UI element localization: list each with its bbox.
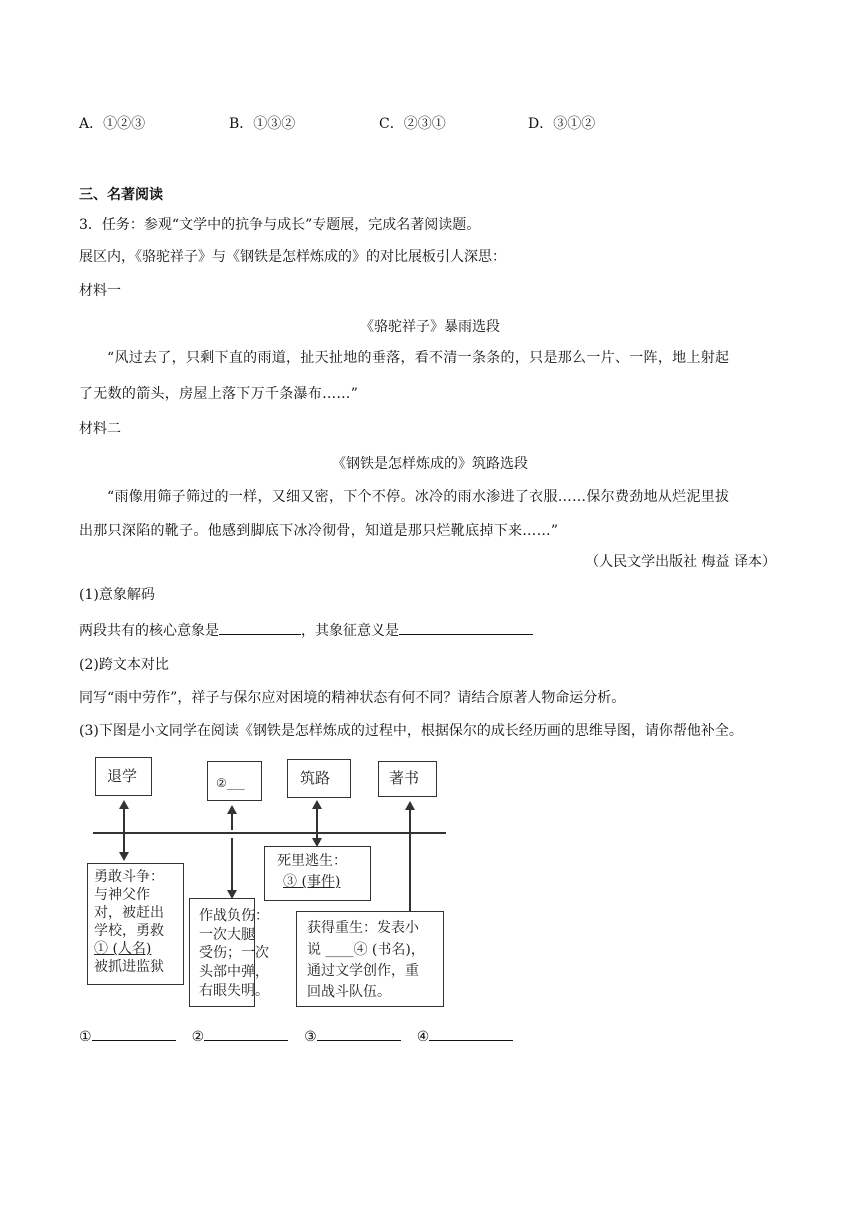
answer-4-label: ④ [416,1029,430,1045]
event-box-wounded: 作战负伤： 一次大腿 受伤；一次 头部中弹， 右眼失明。 [189,898,255,1007]
answer-line [79,1025,513,1045]
answer-1-blank[interactable] [92,1025,176,1041]
answer-2-label: ② [191,1029,205,1045]
answer-2-blank[interactable] [204,1025,288,1041]
connector-4 [409,806,411,911]
material2-line2: 出那只深陷的靴子。他感到脚底下冰冷彻骨，知道是那只烂靴底掉下来……” [79,523,559,539]
intro-text: 展区内，《骆驼祥子》与《钢铁是怎样炼成的》的对比展板引人深思： [79,249,506,265]
answer-3-blank[interactable] [317,1025,401,1041]
q2-title: (2)跨文本对比 [79,657,169,673]
q3-text: (3)下图是小文同学在阅读《钢铁是怎样炼成的过程中，根据保尔的成长经历画的思维导图，请你帮他补全。 [79,723,743,739]
q1-blank-1[interactable] [219,619,301,635]
material1-line2: 了无数的箭头，房屋上落下万千条瀑布……” [79,386,359,402]
q1-line [79,619,533,641]
material1-line1: “风过去了，只剩下直的雨道，扯天扯地的垂落，看不清一条条的，只是那么一片、一阵，地上射起 [107,350,730,366]
event-box-struggle: 勇敢斗争： 与神父作 对，被赶出 学校，勇救 ① (人名) 被抓进监狱 [87,863,184,985]
answer-3-label: ③ [304,1029,317,1045]
timeline-line [93,832,446,834]
option-a: A．①②③ [79,116,146,132]
blank-1-name[interactable]: ① (人名) [94,941,152,957]
blank-3-event[interactable]: ③ (事件) [283,874,341,890]
material2-label: 材料二 [79,421,121,437]
material1-title: 《骆驼祥子》暴雨选段 [360,319,500,335]
arrow-up-3 [312,800,322,809]
arrow-down-1 [119,852,129,861]
option-c: C．②③① [379,116,446,132]
arrow-up-2 [227,805,237,814]
option-d: D．③①② [528,116,596,132]
answer-1-label: ① [79,1029,92,1045]
top-box-writing: 著书 [378,761,437,797]
connector-2b [231,838,233,894]
q1-text-b: ，其象征意义是 [301,623,399,639]
material2-line1: “雨像用筛子筛过的一样，又细又密，下个不停。冰冷的雨水渗进了衣服……保尔费劲地从烂泥里拔 [107,489,730,505]
q2-text: 同写“雨中劳作”，祥子与保尔应对困境的精神状态有何不同？请结合原著人物命运分析。 [79,690,626,706]
blank-4-book[interactable]: 说 ____④ (书名)， [307,942,425,958]
connector-3 [316,805,318,841]
event-box-escape: 死里逃生： ③ (事件) [264,846,371,901]
material2-source: （人民文学出版社 梅益 译本） [585,554,776,570]
q1-text-a: 两段共有的核心意象是 [79,623,219,639]
q1-blank-2[interactable] [399,619,533,635]
q1-title: (1)意象解码 [79,587,155,603]
arrow-up-4 [405,801,415,810]
task-text: 3．任务：参观“文学中的抗争与成长”专题展，完成名著阅读题。 [79,217,481,233]
material1-label: 材料一 [79,283,121,299]
section-heading: 三、名著阅读 [79,187,163,203]
top-box-roadbuilding: 筑路 [287,759,351,798]
answer-4-blank[interactable] [429,1025,513,1041]
material2-title: 《钢铁是怎样炼成的》筑路选段 [332,456,528,472]
top-box-blank-2: ②___ [207,761,262,801]
connector-1 [123,805,125,857]
event-box-rebirth: 获得重生：发表小 说 ____④ (书名)， 通过文学创作，重 回战斗队伍。 [296,911,444,1007]
option-b: B．①③② [229,116,296,132]
top-box-dropout: 退学 [95,757,152,796]
arrow-up-1 [119,800,129,809]
